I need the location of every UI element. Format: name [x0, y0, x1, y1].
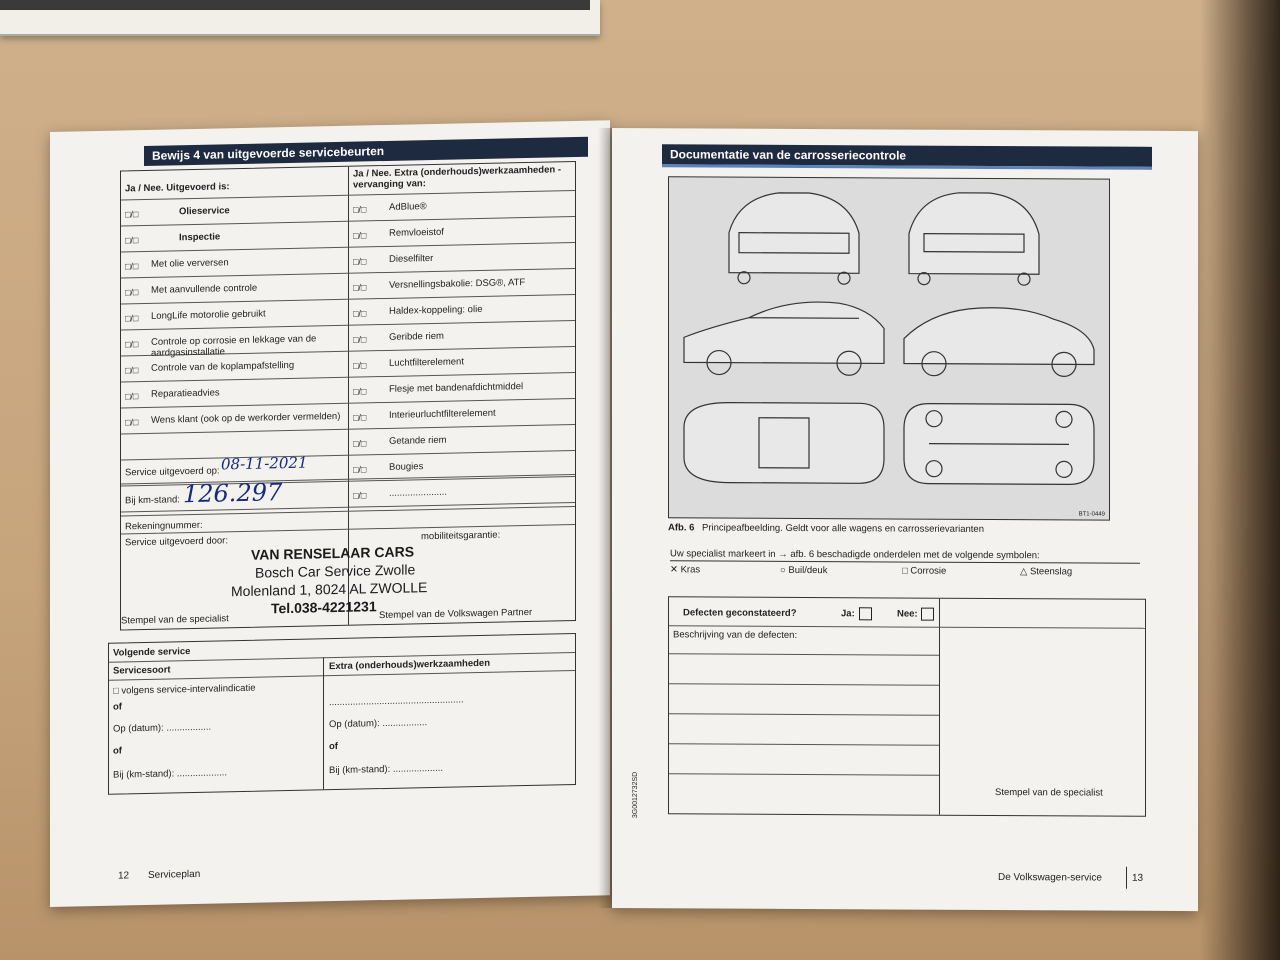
- next-of-2: of: [113, 745, 122, 757]
- stamp-specialist-label: Stempel van de specialist: [121, 613, 229, 627]
- right-item-checkbox[interactable]: □/□: [353, 230, 367, 241]
- right-item-label: Geribde riem: [389, 330, 444, 343]
- stamp-line-2: Bosch Car Service Zwolle: [255, 561, 416, 581]
- nee-checkbox[interactable]: [921, 608, 934, 621]
- stamp-line-4: Tel.038-4221231: [271, 598, 377, 617]
- km-label: Bij km-stand:: [125, 494, 180, 507]
- right-section: De Volkswagen-service: [998, 872, 1102, 884]
- defects-stamp-label: Stempel van de specialist: [995, 787, 1103, 799]
- left-item-label: Wens klant (ook op de werkorder vermelden): [151, 410, 341, 426]
- right-item-checkbox[interactable]: □/□: [353, 204, 367, 215]
- right-page-number: 13: [1132, 872, 1144, 884]
- right-page: [612, 128, 1198, 911]
- invoice-label: Rekeningnummer:: [125, 519, 203, 533]
- stamp-line-1: VAN RENSELAAR CARS: [251, 543, 415, 563]
- right-item-checkbox[interactable]: □/□: [353, 282, 367, 293]
- left-page: [50, 120, 610, 907]
- figure-caption: Principeafbeelding. Geldt voor alle wagens en carrosserievarianten: [702, 522, 984, 535]
- left-item-label: Olieservice: [179, 205, 230, 218]
- mobility-label: mobiliteitsgarantie:: [421, 529, 501, 543]
- left-item-label: LongLife motorolie gebruikt: [151, 308, 266, 322]
- right-item-checkbox[interactable]: □/□: [353, 464, 367, 475]
- left-item-checkbox[interactable]: □/□: [125, 391, 139, 402]
- right-item-label: Haldex-koppeling: olie: [389, 303, 483, 317]
- next-col-2: Extra (onderhouds)werkzaamheden: [329, 657, 491, 673]
- right-item-label: Remvloeistof: [389, 226, 444, 239]
- right-item-checkbox[interactable]: □/□: [353, 438, 367, 449]
- right-item-label: Dieselfilter: [389, 252, 434, 265]
- next-bij-km-left: Bij (km-stand): ...................: [113, 767, 228, 781]
- right-item-checkbox[interactable]: □/□: [353, 386, 367, 397]
- right-item-label: Versnellingsbakolie: DSG®, ATF: [389, 277, 526, 291]
- left-item-checkbox[interactable]: □/□: [125, 313, 139, 324]
- col-left-header: Ja / Nee. Uitgevoerd is:: [125, 181, 230, 195]
- symbol-corrosie: □ Corrosie: [902, 565, 947, 577]
- next-dots: ...................................................: [329, 694, 464, 709]
- symbol-steenslag: △ Steenslag: [1020, 566, 1073, 578]
- right-item-checkbox[interactable]: □/□: [353, 490, 367, 501]
- left-item-label: Met olie verversen: [151, 257, 229, 270]
- km-value: 126.297: [183, 478, 283, 509]
- right-item-label: ......................: [389, 486, 448, 499]
- right-item-checkbox[interactable]: □/□: [353, 256, 367, 267]
- defects-question: Defecten geconstateerd?: [683, 607, 797, 619]
- left-item-checkbox[interactable]: □/□: [125, 235, 139, 246]
- right-page-header: Documentatie van de carrosseriecontrole: [662, 144, 1152, 167]
- stamp-partner-label: Stempel van de Volkswagen Partner: [379, 606, 533, 622]
- service-date-label: Service uitgevoerd op:: [125, 465, 220, 479]
- side-code: 3G0012732SD: [632, 771, 639, 819]
- car-outline-illustration: [669, 177, 1109, 519]
- left-item-label: Reparatieadvies: [151, 387, 220, 400]
- right-item-label: Interieurluchtfilterelement: [389, 407, 496, 421]
- next-interval: □ volgens service-intervalindicatie: [113, 682, 256, 697]
- right-item-checkbox[interactable]: □/□: [353, 412, 367, 423]
- right-item-checkbox[interactable]: □/□: [353, 360, 367, 371]
- next-service-table: [108, 633, 576, 795]
- top-booklet-edge: [0, 0, 600, 36]
- defects-nee: Nee:: [897, 608, 918, 620]
- right-item-label: Flesje met bandenafdichtmiddel: [389, 381, 524, 395]
- right-item-checkbox[interactable]: □/□: [353, 334, 367, 345]
- dark-object-edge: [1200, 0, 1280, 960]
- service-table: [120, 161, 576, 631]
- defects-table: [668, 596, 1146, 817]
- left-item-checkbox[interactable]: □/□: [125, 209, 139, 220]
- next-of-3: of: [329, 740, 338, 753]
- symbol-buil: ○ Buil/deuk: [780, 564, 828, 577]
- right-item-label: Bougies: [389, 461, 424, 473]
- next-col-1: Servicesoort: [113, 664, 171, 677]
- service-date-value: 08-11-2021: [221, 453, 308, 474]
- defects-description-label: Beschrijving van de defecten:: [673, 629, 798, 641]
- next-of-1: of: [113, 701, 122, 713]
- caption-label: Afb. 6: [668, 522, 695, 534]
- left-item-checkbox[interactable]: □/□: [125, 417, 139, 428]
- left-item-checkbox[interactable]: □/□: [125, 261, 139, 272]
- left-item-checkbox[interactable]: □/□: [125, 365, 139, 376]
- left-section: Serviceplan: [148, 868, 201, 881]
- right-item-label: Getande riem: [389, 434, 447, 447]
- left-item-checkbox[interactable]: □/□: [125, 287, 139, 298]
- left-page-number: 12: [118, 870, 130, 882]
- left-item-label: Controle op corrosie en lekkage van de aardgasinstallatie: [151, 333, 317, 359]
- figure-code: BT1-0449: [1078, 511, 1105, 518]
- left-item-checkbox[interactable]: □/□: [125, 339, 139, 350]
- ja-checkbox[interactable]: [859, 607, 872, 620]
- left-page-header: Bewijs 4 van uitgevoerde servicebeurten: [144, 137, 588, 166]
- right-item-label: AdBlue®: [389, 201, 427, 213]
- symbol-instruction: Uw specialist markeert in → afb. 6 beschadigde onderdelen met de volgende symbolen:: [670, 548, 1040, 562]
- left-item-label: Inspectie: [179, 231, 221, 244]
- defects-ja: Ja:: [841, 608, 855, 620]
- left-item-label: Controle van de koplampafstelling: [151, 359, 295, 374]
- next-op-datum-right: Op (datum): .................: [329, 717, 428, 731]
- left-item-label: Met aanvullende controle: [151, 282, 258, 296]
- symbol-kras: ✕ Kras: [670, 564, 701, 576]
- right-item-label: Luchtfilterelement: [389, 356, 464, 369]
- right-item-checkbox[interactable]: □/□: [353, 308, 367, 319]
- stamp-line-3: Molenland 1, 8024 AL ZWOLLE: [231, 579, 428, 600]
- next-op-datum-left: Op (datum): .................: [113, 721, 212, 735]
- next-bij-km-right: Bij (km-stand): ...................: [329, 762, 444, 777]
- next-service-header: Volgende service: [113, 646, 191, 659]
- service-by-label: Service uitgevoerd door:: [125, 535, 228, 549]
- car-diagram: [668, 176, 1110, 520]
- col-right-header: Ja / Nee. Extra (onderhouds)werkzaamheden - vervanging van:: [353, 164, 562, 191]
